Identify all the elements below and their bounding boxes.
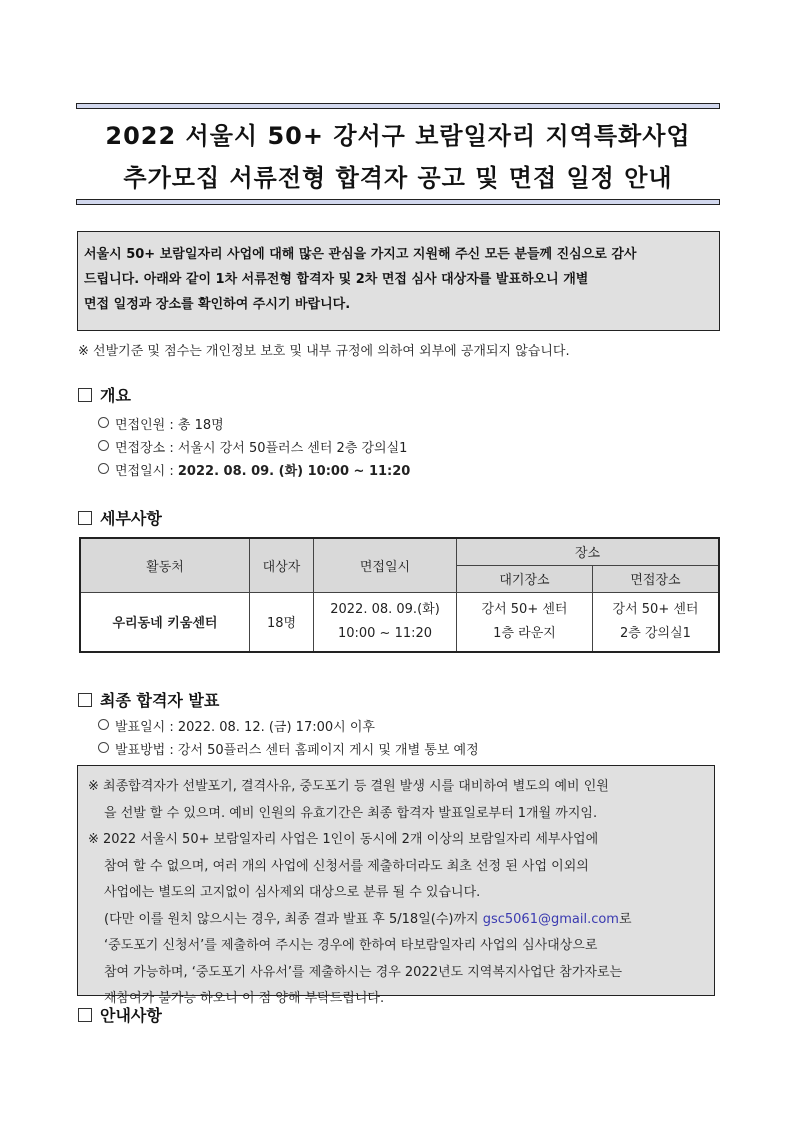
notice-p2-line3: 사업에는 별도의 고지없이 심사제외 대상으로 분류 될 수 있습니다.	[104, 885, 481, 900]
notice-p2-line6: 참여 가능하며, ‘중도포기 사유서’를 제출하시는 경우 2022년도 지역복지사업단 참가자로는	[104, 964, 623, 980]
cell-waiting	[457, 592, 593, 652]
cell-count: 18명	[250, 592, 314, 652]
item-value: 강서 50플러스 센터 홈페이지 게시 및 개별 통보 예정	[177, 743, 479, 758]
notice-p2-line5: ‘중도포기 신청서’를 제출하여 주시는 경우에 한하여 타보람일자리 사업의 심사대상으로	[104, 938, 598, 953]
details-heading-text: 세부사항	[100, 509, 162, 528]
overview-item	[98, 437, 407, 456]
guidance-heading-text: 안내사항	[100, 1006, 162, 1025]
separator: :	[165, 743, 178, 758]
table-row	[80, 592, 719, 652]
intro-box	[77, 231, 720, 331]
checkbox-square-icon	[78, 388, 92, 402]
section-overview-heading	[78, 383, 131, 406]
section-details-heading	[78, 506, 162, 529]
section-final-heading	[78, 688, 219, 711]
header-datetime: 면접일시	[314, 538, 457, 592]
overview-item	[98, 460, 410, 479]
item-value: 서울시 강서 50플러스 센터 2층 강의실1	[177, 441, 408, 456]
cell-datetime	[314, 592, 457, 652]
item-label: 발표일시	[115, 720, 166, 735]
cell-interview-line1: 강서 50+ 센터	[612, 601, 699, 617]
intro-line1: 서울시 50+ 보람일자리 사업에 대해 많은 관심을 가지고 지원해 주신 모든 분들께 진심으로 감사	[84, 247, 637, 262]
item-value: 2022. 08. 12. (금) 17:00시 이후	[177, 720, 375, 735]
checkbox-square-icon	[78, 511, 92, 525]
notice-p2-line4-suffix: 로	[618, 911, 632, 927]
header-waiting: 대기장소	[457, 565, 593, 592]
final-heading-text: 최종 합격자 발표	[100, 691, 220, 710]
overview-item	[98, 414, 224, 433]
notice-box	[77, 765, 715, 1006]
title-top-bar	[76, 103, 720, 109]
circle-bullet-icon	[98, 742, 109, 753]
circle-bullet-icon	[98, 719, 109, 730]
item-value: 총 18명	[177, 418, 224, 433]
cell-waiting-line1: 강서 50+ 센터	[481, 601, 568, 617]
circle-bullet-icon	[98, 463, 109, 474]
separator: :	[165, 464, 178, 479]
header-count: 대상자	[250, 538, 314, 592]
separator: :	[165, 441, 178, 456]
final-item	[98, 739, 479, 758]
checkbox-square-icon	[78, 693, 92, 707]
cell-date: 2022. 08. 09.(화)	[330, 601, 440, 617]
item-value: 2022. 08. 09. (화) 10:00 ~ 11:20	[177, 464, 411, 479]
cell-interview	[593, 592, 720, 652]
cell-interview-line2: 2층 강의실1	[620, 625, 691, 641]
email-link[interactable]: gsc5061@gmail.com	[482, 911, 619, 927]
item-label: 면접장소	[115, 441, 166, 456]
page-title-line1: 2022 서울시 50+ 강서구 보람일자리 지역특화사업	[105, 122, 691, 150]
header-org: 활동처	[80, 538, 250, 592]
intro-line2: 드립니다. 아래와 같이 1차 서류전형 합격자 및 2차 면접 심사 대상자를 발표하오니 개별	[84, 272, 589, 287]
checkbox-square-icon	[78, 1008, 92, 1022]
notice-p2-line1: ※ 2022 서울시 50+ 보람일자리 사업은 1인이 동시에 2개 이상의 보람일자리 세부사업에	[88, 832, 599, 847]
details-table	[79, 537, 720, 653]
header-place: 장소	[457, 538, 720, 565]
separator: :	[165, 418, 178, 433]
cell-org: 우리동네 키움센터	[80, 592, 250, 652]
cell-time: 10:00 ~ 11:20	[337, 625, 433, 641]
item-label: 면접인원	[115, 418, 166, 433]
section-guidance-heading	[78, 1003, 162, 1026]
title-bottom-bar	[76, 199, 720, 205]
separator: :	[165, 720, 178, 735]
header-interview: 면접장소	[593, 565, 720, 592]
item-label: 발표방법	[115, 743, 166, 758]
notice-p2-line4-text: (다만 이를 원치 않으시는 경우, 최종 결과 발표 후 5/18일(수)까지	[104, 911, 483, 927]
intro-line3: 면접 일정과 장소를 확인하여 주시기 바랍니다.	[84, 297, 351, 312]
notice-p2-line2: 참여 할 수 없으며, 여러 개의 사업에 신청서를 제출하더라도 최초 선정 된 사업 이외의	[104, 858, 589, 874]
cell-waiting-line2: 1층 라운지	[493, 625, 556, 641]
page-title-line2: 추가모집 서류전형 합격자 공고 및 면접 일정 안내	[123, 164, 673, 192]
notice-p1-line1: ※ 최종합격자가 선발포기, 결격사유, 중도포기 등 결원 발생 시를 대비하여 별도의 예비 인원	[88, 779, 609, 794]
privacy-note: ※ 선발기준 및 점수는 개인정보 보호 및 내부 규정에 의하여 외부에 공개되지 않습니다.	[78, 344, 570, 359]
final-item	[98, 716, 375, 735]
circle-bullet-icon	[98, 417, 109, 428]
circle-bullet-icon	[98, 440, 109, 451]
notice-p2-line4	[88, 907, 704, 934]
overview-heading-text: 개요	[100, 386, 131, 405]
item-label: 면접일시	[115, 464, 166, 479]
notice-p2-line7: 재참여가 불가능 하오니 이 점 양해 부탁드립니다.	[104, 991, 385, 1006]
notice-p1-line2: 을 선발 할 수 있으며. 예비 인원의 유효기간은 최종 합격자 발표일로부터 1개월 까지임.	[104, 805, 598, 821]
